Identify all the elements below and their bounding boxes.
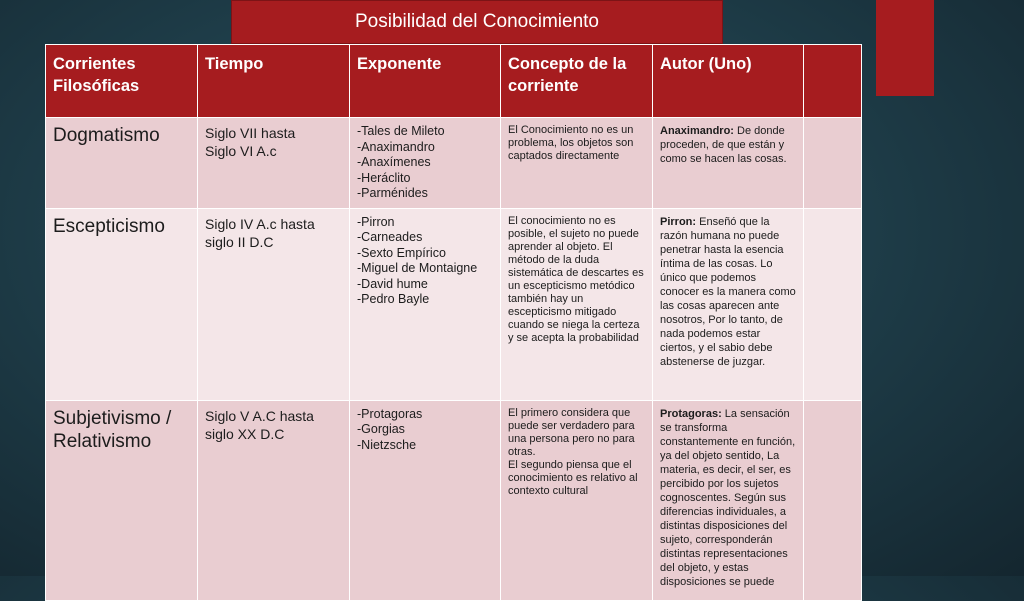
- philosophy-table: [45, 44, 862, 601]
- table-row: [46, 208, 862, 400]
- cell-extra: [804, 118, 862, 209]
- cell-concepto: El conocimiento no es posible, el sujeto no puede aprender al objeto. El método de la duda sistemática de descartes es un escepticismo metódico también hay un escepticismo mitigado cuando se niega la certeza y se acepta la probabilidad: [501, 208, 653, 400]
- author-text: De donde proceden, de que están y como se hacen las cosas.: [660, 125, 787, 165]
- cell-corriente: Escepticismo: [46, 208, 198, 400]
- cell-extra: [804, 400, 862, 600]
- header-extra: [804, 45, 862, 118]
- cell-corriente: Dogmatismo: [46, 118, 198, 209]
- decorative-red-block: [876, 0, 934, 96]
- cell-exponente: -Tales de Mileto -Anaximandro -Anaxímenes -Heráclito -Parménides: [350, 118, 501, 209]
- cell-corriente: Subjetivismo / Relativismo: [46, 400, 198, 600]
- table-row: [46, 400, 862, 600]
- slide-title: Posibilidad del Conocimiento: [231, 0, 723, 44]
- header-exponente: Exponente: [350, 45, 501, 118]
- header-concepto: Concepto de la corriente: [501, 45, 653, 118]
- table-row: [46, 118, 862, 209]
- cell-extra: [804, 208, 862, 400]
- cell-tiempo: Siglo V A.C hasta siglo XX D.C: [198, 400, 350, 600]
- author-name: Protagoras:: [660, 407, 722, 420]
- cell-exponente: -Protagoras -Gorgias -Nietzsche: [350, 400, 501, 600]
- header-autor: Autor (Uno): [653, 45, 804, 118]
- cell-concepto: El Conocimiento no es un problema, los objetos son captados directamente: [501, 118, 653, 209]
- header-tiempo: Tiempo: [198, 45, 350, 118]
- author-name: Anaximandro:: [660, 125, 734, 137]
- author-text: La sensación se transforma constantemente en función, ya del objeto sentido, La materia, es decir, el ser, es percibido por los sujetos cognoscentes. Según sus diferencias individuales, a distintas disposiciones del sujeto, corresponderán distintas representaciones del objeto, y estas disposiciones se puede: [660, 407, 796, 588]
- cell-autor: [653, 208, 804, 400]
- cell-tiempo: Siglo VII hasta Siglo VI A.c: [198, 118, 350, 209]
- header-corrientes: Corrientes Filosóficas: [46, 45, 198, 118]
- cell-concepto: El primero considera que puede ser verdadero para una persona pero no para otras. El segundo piensa que el conocimiento es relativo al contexto cultural: [501, 400, 653, 600]
- cell-tiempo: Siglo IV A.c hasta siglo II D.C: [198, 208, 350, 400]
- cell-autor: [653, 400, 804, 600]
- author-text: Enseñó que la razón humana no puede penetrar hasta la esencia íntima de las cosas. Lo único que podemos conocer es la manera como las cosas aparecen ante nosotros, Por lo tanto, de nada podemos estar ciertos, y el sabio debe abstenerse de juzgar.: [660, 215, 796, 368]
- cell-autor: [653, 118, 804, 209]
- table-header-row: [46, 45, 862, 118]
- author-name: Pirron:: [660, 215, 697, 228]
- cell-exponente: -Pirron -Carneades -Sexto Empírico -Miguel de Montaigne -David hume -Pedro Bayle: [350, 208, 501, 400]
